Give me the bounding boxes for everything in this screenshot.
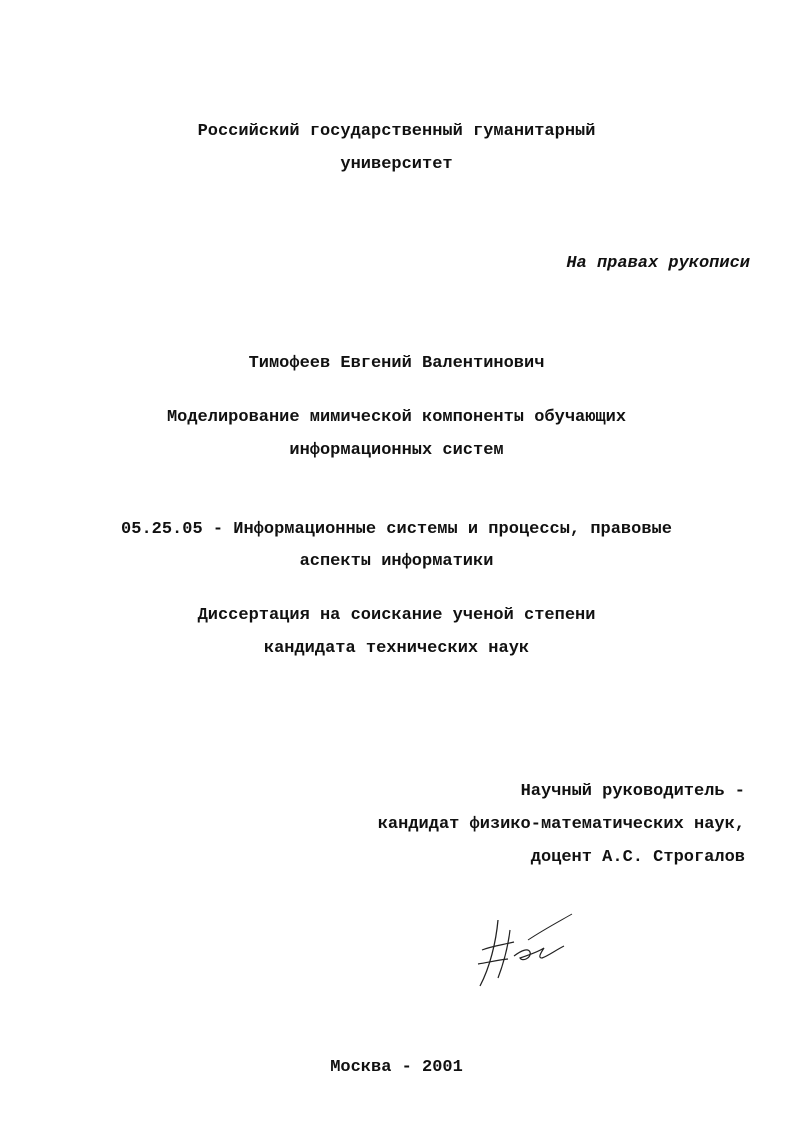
supervisor-line-1: Научный руководитель - — [520, 782, 745, 801]
dissertation-title-line-1: Моделирование мимической компоненты обучающих — [166, 408, 627, 427]
degree-line-2: кандидата технических наук — [263, 639, 530, 658]
manuscript-note: На правах рукописи — [566, 254, 750, 273]
handwritten-signature — [468, 912, 578, 992]
city-year: Москва - 2001 — [330, 1058, 463, 1077]
author-name: Тимофеев Евгений Валентинович — [248, 354, 545, 373]
degree-line-1: Диссертация на соискание ученой степени — [197, 606, 596, 625]
supervisor-line-2: кандидат физико-математических наук, — [377, 815, 745, 834]
specialty-line-2: аспекты информатики — [299, 552, 494, 571]
specialty-line-1: 05.25.05 - Информационные системы и процессы, правовые — [121, 520, 672, 539]
signature-stroke-1 — [480, 920, 498, 986]
signature-stroke-5 — [514, 946, 564, 960]
dissertation-title-line-2: информационных систем — [289, 441, 504, 460]
signature-stroke-4 — [498, 930, 510, 978]
institution-line-2: университет — [340, 155, 453, 174]
signature-stroke-2 — [482, 942, 514, 950]
supervisor-line-3: доцент А.С. Строгалов — [530, 848, 745, 867]
institution-line-1: Российский государственный гуманитарный — [197, 122, 596, 141]
signature-stroke-6 — [528, 914, 572, 940]
